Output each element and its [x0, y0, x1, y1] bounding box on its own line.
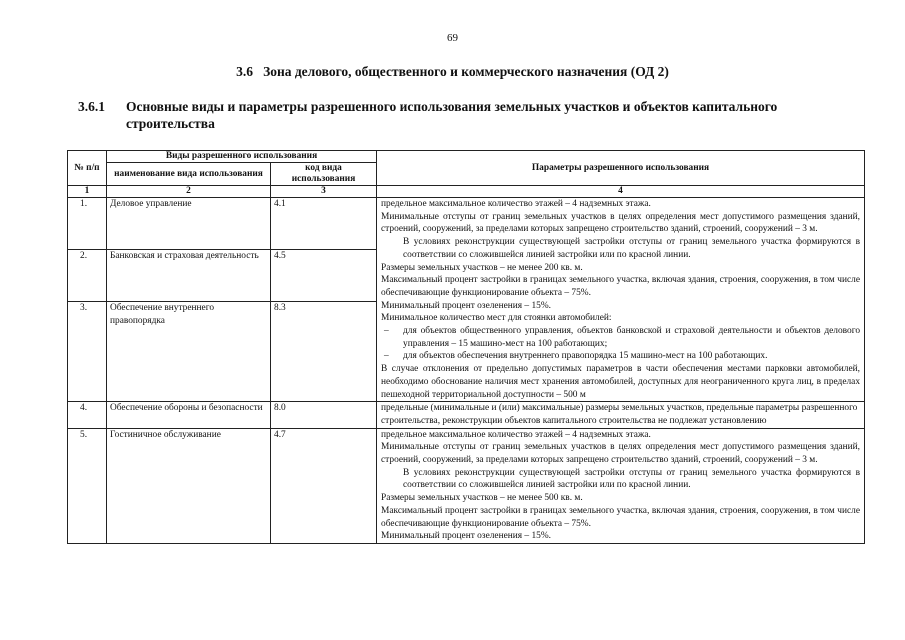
- list-item-text: для объектов общественного управления, объектов банковской и страховой деятельности и объектов делового управления – 15 машино-мест на 100 работающих;: [403, 326, 861, 349]
- params-cell: [377, 428, 865, 543]
- row-number: 2.: [68, 250, 107, 302]
- row-name: Обеспечение внутреннего правопорядка: [107, 302, 271, 402]
- row-number: 3.: [68, 302, 107, 402]
- subsection-number: 3.6.1: [78, 99, 105, 114]
- table-row: [68, 402, 865, 428]
- table-row: [68, 198, 865, 250]
- page-number: 69: [447, 32, 458, 44]
- index-cell: 3: [271, 186, 377, 198]
- row-code: 8.3: [271, 302, 377, 402]
- header-code: код вида использования: [271, 163, 377, 186]
- index-cell: 2: [107, 186, 271, 198]
- index-cell: 1: [68, 186, 107, 198]
- row-number: 1.: [68, 198, 107, 250]
- row-name: Банковская и страховая деятельность: [107, 250, 271, 302]
- param-text: Максимальный процент застройки в границах земельного участка, включая здания, строения, сооружения, в том числе обеспечивающие функционирование объекта – 75%.: [381, 505, 861, 529]
- row-name: Обеспечение обороны и безопасности: [107, 402, 271, 428]
- section-heading: [0, 64, 905, 80]
- header-kinds: Виды разрешенного использования: [107, 151, 377, 163]
- param-text: Минимальный процент озеленения – 15%.: [381, 300, 551, 311]
- row-code: 8.0: [271, 402, 377, 428]
- section-title: Зона делового, общественного и коммерческого назначения (ОД 2): [263, 64, 669, 79]
- row-name: Гостиничное обслуживание: [107, 428, 271, 543]
- list-item: [381, 350, 860, 363]
- param-text: предельное максимальное количество этажей – 4 надземных этажа.: [381, 429, 651, 440]
- row-code: 4.7: [271, 428, 377, 543]
- dash-marker: –: [384, 351, 389, 362]
- param-text: В случае отклонения от предельно допустимых параметров в части обеспечения местами парковки автомобилей, необходимо обоснование наличия мест хранения автомобилей, доступных для неограниченного круга лиц, в пределах пешеходной территориальной доступности – 500 м: [381, 364, 861, 400]
- section-number: 3.6: [236, 64, 253, 79]
- header-row: [68, 151, 865, 163]
- header-num: № п/п: [68, 151, 107, 186]
- param-text: Минимальные отступы от границ земельных участков в целях определения мест допустимого размещения зданий, строений, сооружений, за пределами которых запрещено строительство зданий, строений, сооружений – 3 м.: [381, 211, 861, 235]
- subsection-title: Основные виды и параметры разрешенного использования земельных участков и объектов капитального строительства: [126, 99, 778, 131]
- list-item: [381, 325, 860, 350]
- params-cell: предельные (минимальные и (или) максимальные) размеры земельных участков, предельные параметры разрешенного строительства, реконструкции объектов капитального строительства не подлежат установлению: [377, 402, 865, 428]
- param-text: Минимальный процент озеленения – 15%.: [381, 531, 551, 542]
- row-number: 4.: [68, 402, 107, 428]
- params-cell: [377, 198, 865, 402]
- param-text: Минимальное количество мест для стоянки автомобилей:: [381, 313, 612, 324]
- param-text: В условиях реконструкции существующей застройки отступы от границ земельного участка формируются в соответствии со сложившейся линией застройки или по красной линии.: [403, 467, 861, 491]
- row-name: Деловое управление: [107, 198, 271, 250]
- row-code: 4.1: [271, 198, 377, 250]
- param-text: Максимальный процент застройки в границах земельного участка, включая здания, строения, сооружения, в том числе обеспечивающие функционирование объекта – 75%.: [381, 275, 861, 298]
- row-code: 4.5: [271, 250, 377, 302]
- table-row: [68, 428, 865, 543]
- param-text: Минимальные отступы от границ земельных участков в целях определения мест допустимого размещения зданий, строений, сооружений, за пределами которых запрещено строительство зданий, строений, сооружений – 3 м.: [381, 442, 861, 466]
- index-cell: 4: [377, 186, 865, 198]
- param-text: Размеры земельных участков – не менее 200 кв. м.: [381, 262, 583, 273]
- index-row: [68, 186, 865, 198]
- header-params: Параметры разрешенного использования: [377, 151, 865, 186]
- list-item-text: для объектов обеспечения внутреннего правопорядка 15 машино-мест на 100 работающих.: [403, 351, 768, 362]
- land-use-table: [67, 150, 865, 544]
- param-text: Размеры земельных участков – не менее 500 кв. м.: [381, 493, 583, 504]
- row-number: 5.: [68, 428, 107, 543]
- param-text: предельное максимальное количество этажей – 4 надземных этажа.: [381, 199, 651, 209]
- param-text: В условиях реконструкции существующей застройки отступы от границ земельного участка формируются в соответствии со сложившейся линией застройки или по красной линии.: [403, 237, 861, 260]
- subsection-heading: [78, 98, 868, 132]
- header-name: наименование вида использования: [107, 163, 271, 186]
- dash-marker: –: [384, 326, 389, 337]
